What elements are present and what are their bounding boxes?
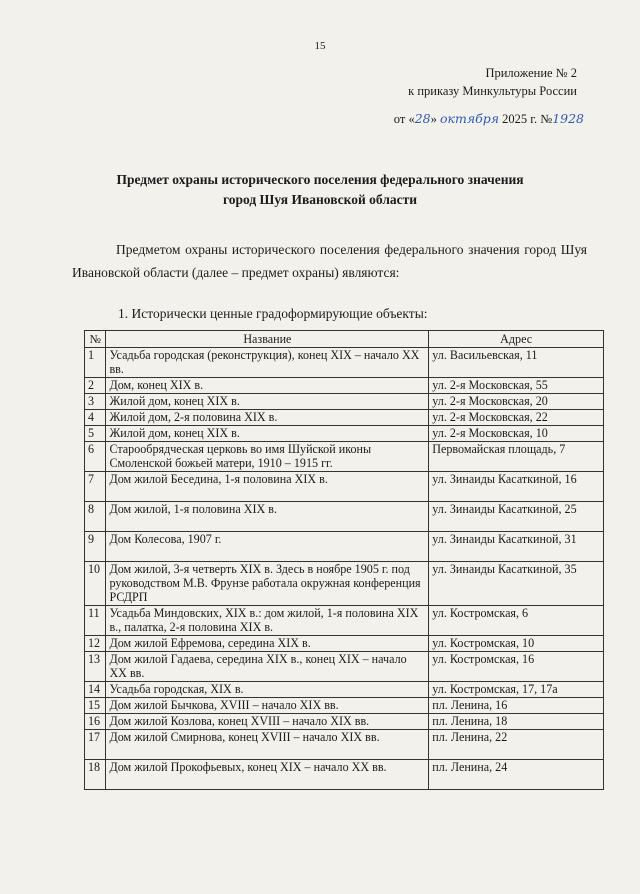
address-cell: пл. Ленина, 24 [429,760,604,790]
table-row [85,410,604,426]
object-name-cell: Дом жилой Бычкова, XVIII – начало XIX вв. [106,698,429,714]
order-number: 1928 [552,111,584,126]
object-name-cell: Жилой дом, 2-я половина XIX в. [106,410,429,426]
row-number-cell: 4 [85,410,106,426]
row-number-cell: 14 [85,682,106,698]
object-name-cell: Дом жилой, 3-я четверть XIX в. Здесь в ноябре 1905 г. под руководством М.В. Фрунзе работала окружная конференция РСДРП [106,562,429,606]
object-name-cell: Дом жилой, 1-я половина XIX в. [106,502,429,532]
row-number-cell: 3 [85,394,106,410]
address-cell: ул. Зинаиды Касаткиной, 35 [429,562,604,606]
address-cell: ул. Костромская, 6 [429,606,604,636]
object-name-cell: Дом жилой Беседина, 1-я половина XIX в. [106,472,429,502]
objects-table [84,330,604,790]
row-number-cell: 9 [85,532,106,562]
table-row [85,760,604,790]
row-number-cell: 1 [85,348,106,378]
row-number-cell: 13 [85,652,106,682]
table-row [85,714,604,730]
row-number-cell: 6 [85,442,106,472]
section-heading: 1. Исторически ценные градоформирующие объекты: [118,306,428,321]
header-number: № [85,331,106,348]
table-row [85,442,604,472]
table-row [85,636,604,652]
table-row [85,378,604,394]
order-year: 2025 г. № [499,112,553,126]
object-name-cell: Старообрядческая церковь во имя Шуйской иконы Смоленской божьей матери, 1910 – 1915 гг. [106,442,429,472]
table-row [85,606,604,636]
table-header-row [85,331,604,348]
address-cell: Первомайская площадь, 7 [429,442,604,472]
address-cell: ул. Зинаиды Касаткиной, 16 [429,472,604,502]
object-name-cell: Усадьба Миндовских, XIX в.: дом жилой, 1-я половина XIX в., палатка, 2-я половина XIX в. [106,606,429,636]
object-name-cell: Дом жилой Прокофьевых, конец XIX – начало XX вв. [106,760,429,790]
object-name-cell: Усадьба городская (реконструкция), конец XIX – начало XX вв. [106,348,429,378]
row-number-cell: 7 [85,472,106,502]
table-row [85,698,604,714]
address-cell: ул. Зинаиды Касаткиной, 25 [429,502,604,532]
table-row [85,426,604,442]
row-number-cell: 8 [85,502,106,532]
order-day: 28 [414,111,431,126]
address-cell: ул. Васильевская, 11 [429,348,604,378]
row-number-cell: 18 [85,760,106,790]
object-name-cell: Жилой дом, конец XIX в. [106,394,429,410]
header-address: Адрес [429,331,604,348]
address-cell: ул. Костромская, 16 [429,652,604,682]
address-cell: ул. 2-я Московская, 55 [429,378,604,394]
table-row [85,472,604,502]
address-cell: ул. Костромская, 10 [429,636,604,652]
address-cell: ул. Зинаиды Касаткиной, 31 [429,532,604,562]
row-number-cell: 15 [85,698,106,714]
row-number-cell: 2 [85,378,106,394]
object-name-cell: Дом жилой Козлова, конец XVIII – начало XIX вв. [106,714,429,730]
table-row [85,394,604,410]
object-name-cell: Дом Колесова, 1907 г. [106,532,429,562]
order-month: октября [440,111,500,126]
intro-paragraph: Предметом охраны исторического поселения федерального значения город Шуя Ивановской области (далее – предмет охраны) являются: [72,242,587,280]
document-title [60,170,580,210]
table-body [85,348,604,790]
row-number-cell: 16 [85,714,106,730]
appendix-line: Приложение № 2 [485,66,577,80]
object-name-cell: Дом жилой Смирнова, конец XVIII – начало XIX вв. [106,730,429,760]
table-row [85,682,604,698]
table-row [85,348,604,378]
row-number-cell: 5 [85,426,106,442]
table-row [85,730,604,760]
title-line: Предмет охраны исторического поселения федерального значения [116,172,524,187]
table-row [85,502,604,532]
row-number-cell: 10 [85,562,106,606]
address-cell: ул. Костромская, 17, 17а [429,682,604,698]
table-row [85,562,604,606]
object-name-cell: Дом жилой Гадаева, середина XIX в., конец XIX – начало XX вв. [106,652,429,682]
row-number-cell: 17 [85,730,106,760]
order-mid: » [430,112,440,126]
address-cell: ул. 2-я Московская, 10 [429,426,604,442]
order-prefix: от « [393,112,415,126]
header-name: Название [106,331,429,348]
object-name-cell: Дом, конец XIX в. [106,378,429,394]
address-cell: пл. Ленина, 18 [429,714,604,730]
address-cell: пл. Ленина, 16 [429,698,604,714]
object-name-cell: Дом жилой Ефремова, середина XIX в. [106,636,429,652]
table-row [85,652,604,682]
object-name-cell: Жилой дом, конец XIX в. [106,426,429,442]
appendix-header [408,64,577,100]
address-cell: пл. Ленина, 22 [429,730,604,760]
table-row [85,532,604,562]
object-name-cell: Усадьба городская, XIX в. [106,682,429,698]
title-line: город Шуя Ивановской области [222,192,418,207]
address-cell: ул. 2-я Московская, 22 [429,410,604,426]
page-number: 15 [314,40,326,52]
row-number-cell: 11 [85,606,106,636]
order-date-line [394,110,584,128]
appendix-order-line: к приказу Минкультуры России [408,84,577,98]
row-number-cell: 12 [85,636,106,652]
address-cell: ул. 2-я Московская, 20 [429,394,604,410]
